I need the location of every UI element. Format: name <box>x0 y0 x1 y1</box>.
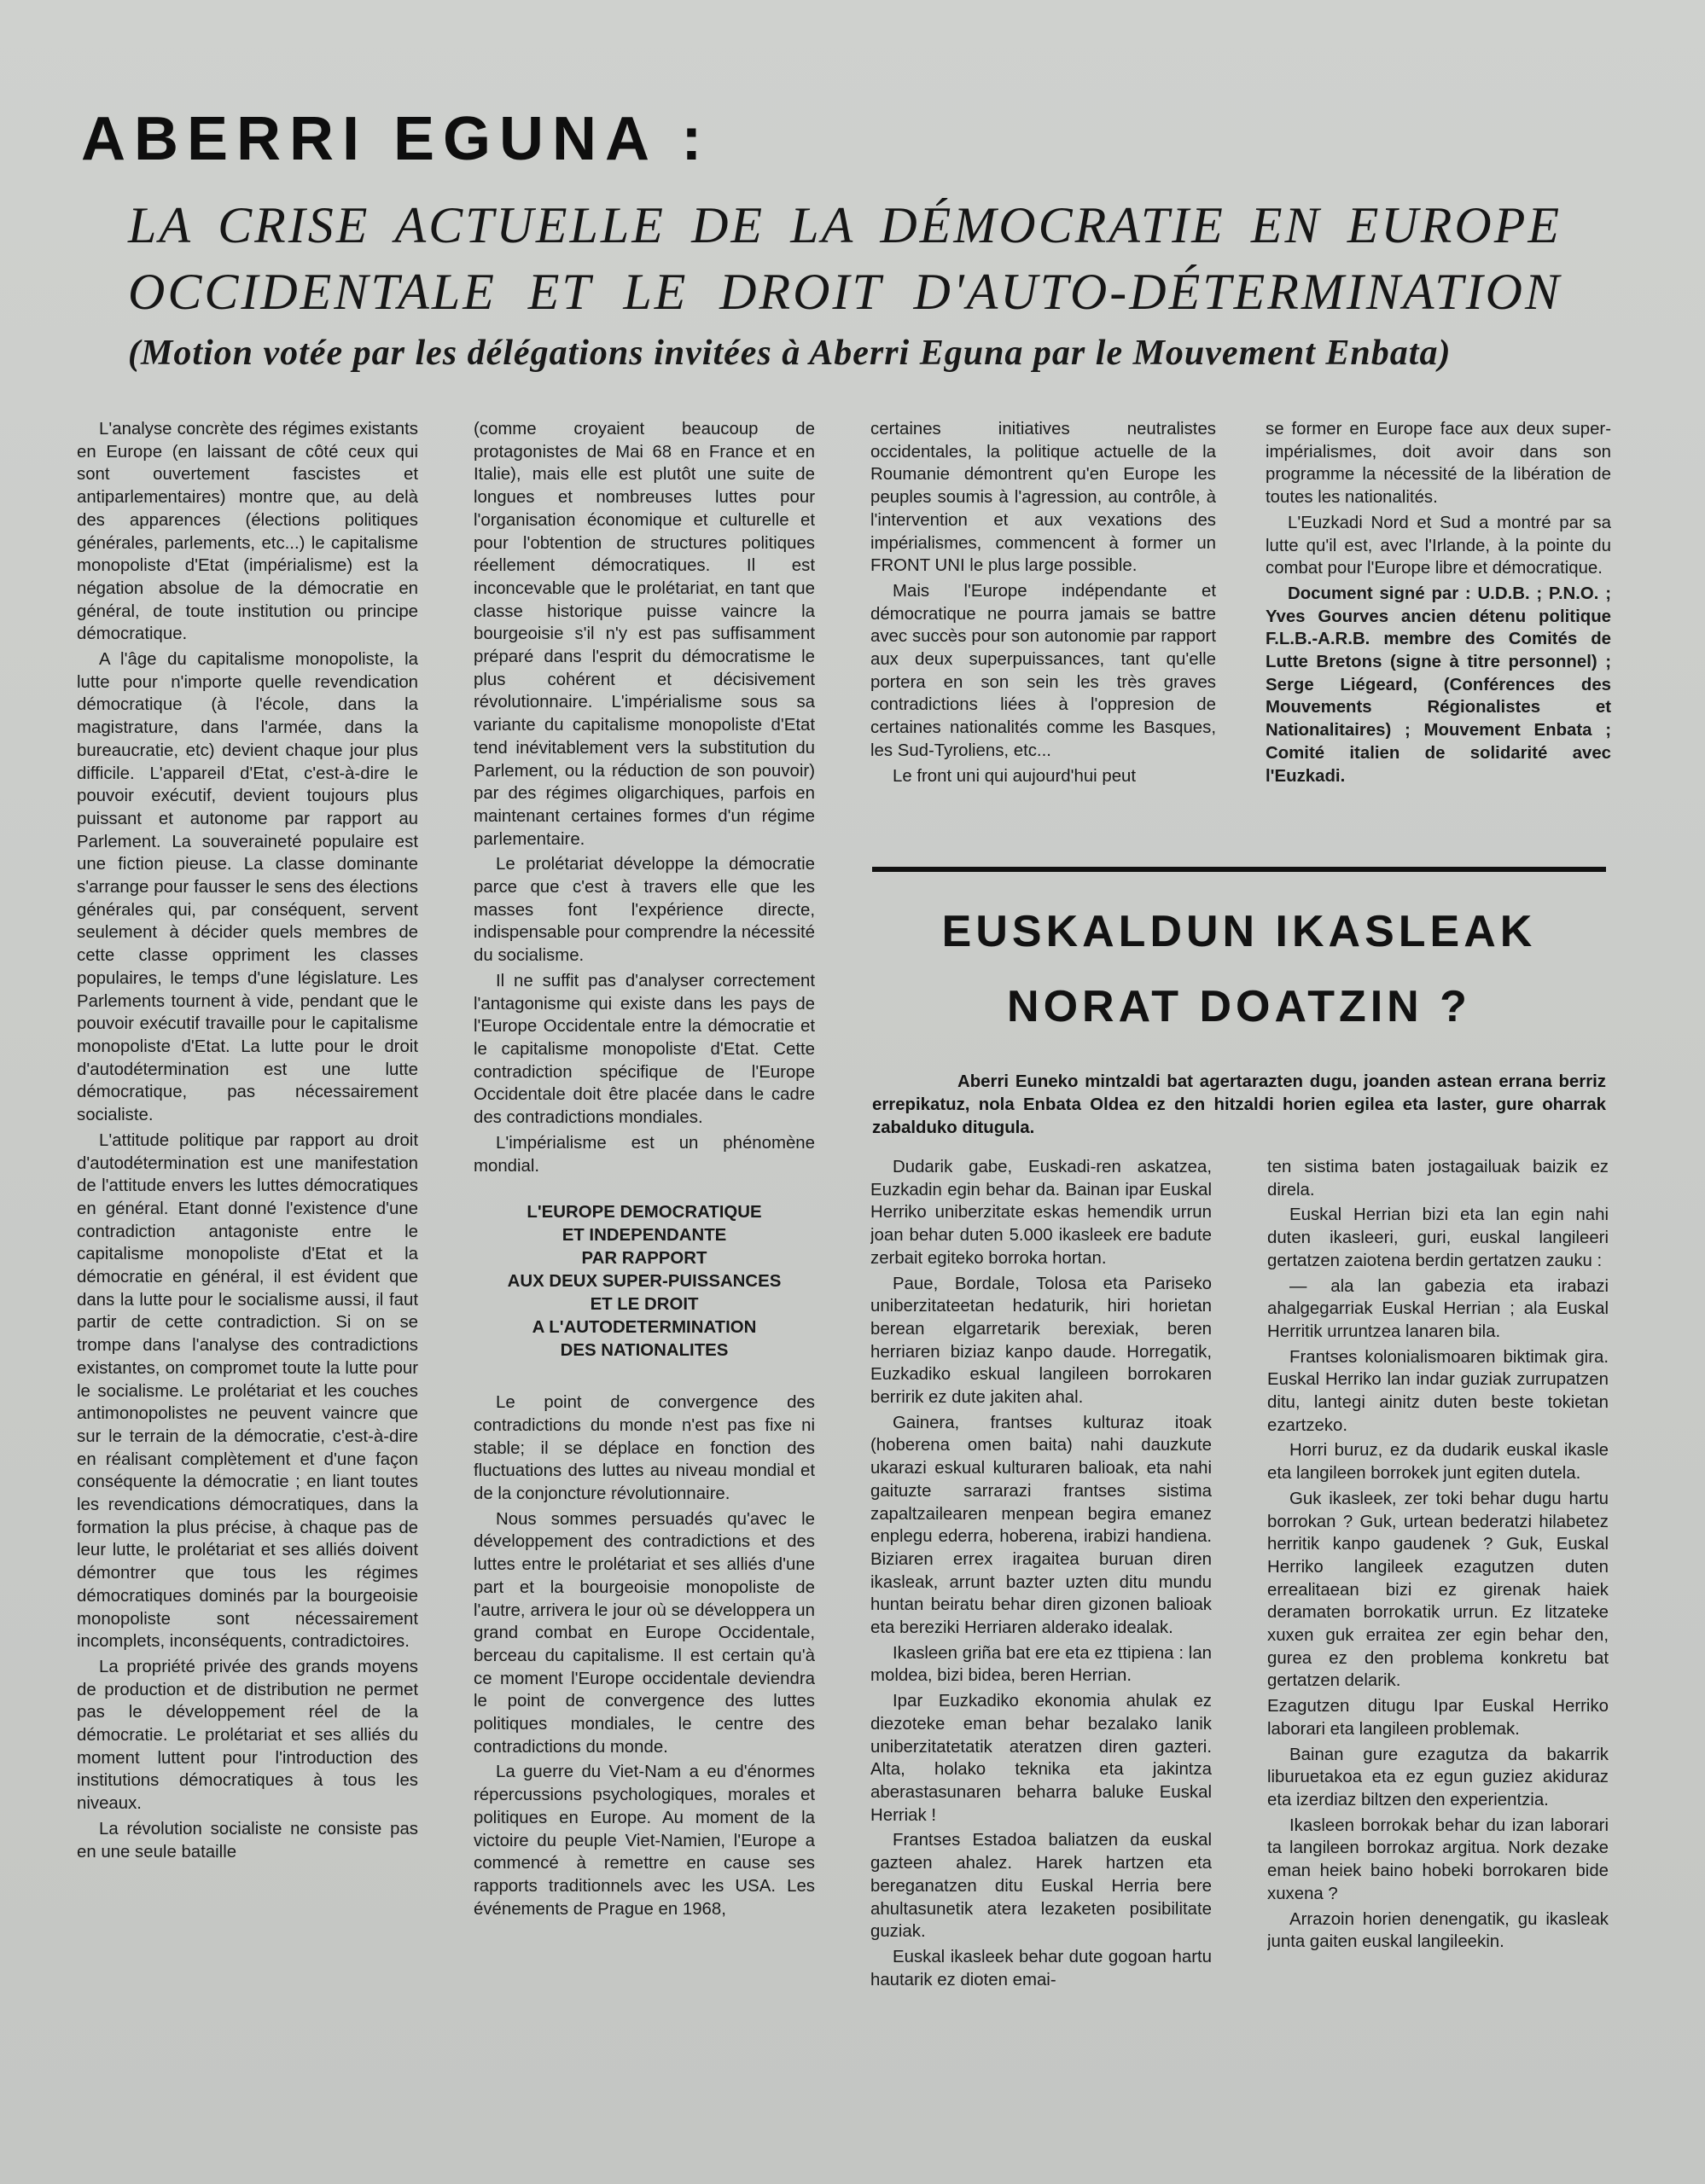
article1-column-4 <box>1266 418 1611 828</box>
paragraph: L'attitude politique par rapport au droit d'autodétermination est une manifestation de l'attitude envers les luttes démocratiques en général. Etant donné l'existence d'une contradiction antagoniste entre le capitalisme monopoliste d'Etat et la démocratie en général, il est évident que dans la lutte pour le socialisme aussi, il faut partir de cette contradiction. Si on se trompe dans l'analyse des contradictions existantes, on compromet toute la lutte pour le socialisme. Le prolétariat et les couches antimonopolistes ne peuvent vaincre que sur le terrain de la démocratie, c'est-à-dire en réalisant complètement et d'une façon conséquente la démocratie ; en liant toutes les revendications démocratiques, dans la formation la plus précise, à chaque pas de leur lutte, le prolétariat et ses alliés doivent démontrer que tous les régimes démocratiques dominés par la bourgeoisie monopoliste sont nécessairement incomplets, inconséquents, contradictoires. <box>77 1130 418 1652</box>
paragraph: Ikasleen borrokak behar du izan laborari ta langileen borrokaz argitua. Nork dezake eman heiek baino hobeki borrokaren bide xuxena ? <box>1267 1815 1609 1903</box>
paragraph: Arrazoin horien denengatik, gu ikasleak junta gaiten euskal langileekin. <box>1267 1909 1609 1952</box>
paragraph: L'impérialisme est un phénomène mondial. <box>474 1133 815 1176</box>
paragraph: se former en Europe face aux deux super-impérialismes, doit avoir dans son programme la nécessité de la libération de toutes les nationalités. <box>1266 420 1611 508</box>
paragraph: Ikasleen griña bat ere eta ez ttipiena : lan moldea, bizi bidea, beren Herrian. <box>870 1643 1212 1686</box>
article2-intro: Aberri Euneko mintzaldi bat agertarazten dugu, joanden astean errana berriz errepikatuz, nola Enbata Oldea ez den hitzaldi horien egilea eta laster, gure oharrak zabalduko ditugula. <box>872 1072 1606 1137</box>
paragraph: Mais l'Europe indépendante et démocratique ne pourra jamais se battre avec succès pour son autonomie par rapport aux deux superpuissances, tant qu'elle portera en son sein les très graves contradictions liées à l'oppresion de certaines nationalités comme les Basques, les Sud-Tyroliens, etc... <box>870 581 1216 760</box>
paragraph: Paue, Bordale, Tolosa eta Pariseko uniberzitateetan hedaturik, hiri horietan berean elgarretarik berexiak, beren herriaren biziaz kanpo daude. Horregatik, Euzkadiko eskual langileen borrokaren berririk ez dute jakiten ahal. <box>870 1274 1212 1408</box>
paragraph: certaines initiatives neutralistes occidentales, la politique actuelle de la Roumanie démontrent qu'en Europe les peuples soumis à l'agression, au contrôle, à l'intervention et aux vexations des impérialismes, commencent à former un FRONT UNI le plus large possible. <box>870 420 1216 576</box>
paragraph: — ala lan gabezia eta irabazi ahalgegarriak Euskal Herrian ; ala Euskal Herritik urruntzea lanaren bila. <box>1267 1276 1609 1341</box>
paragraph: Le point de convergence des contradictions du monde n'est pas fixe ni stable; il se déplace en fonction des fluctuations des luttes au niveau mondial et de la conjoncture révolutionnaire. <box>474 1393 815 1504</box>
subheading-line: PAR RAPPORT <box>581 1249 707 1269</box>
subheading-line: A L'AUTODETERMINATION <box>532 1318 757 1338</box>
subtitle-line-1: LA CRISE ACTUELLE DE LA DÉMOCRATIE EN EUROPE <box>128 197 1562 253</box>
paragraph: La propriété privée des grands moyens de production et de distribution ne permet pas le développement réel de la démocratie. Le prolétariat et ses alliés du moment luttent pour l'introduction des institutions démocratiques à tous les niveaux. <box>77 1657 418 1814</box>
paragraph: Le prolétariat développe la démocratie parce que c'est à travers elle que les masses font l'expérience directe, indispensable pour comprendre la nécessité du socialisme. <box>474 855 815 966</box>
subheading-line: ET INDEPENDANTE <box>562 1226 727 1246</box>
paragraph: Frantses Estadoa baliatzen da euskal gazteen ahalez. Harek hartzen eta bereganatzen ditu Euskal Herria bere ahultasunetik atera lezaketen posibilitate guziak. <box>870 1831 1212 1942</box>
article2-title-line-1: EUSKALDUN IKASLEAK <box>941 907 1537 956</box>
subheading-line: ET LE DROIT <box>590 1295 699 1315</box>
paragraph: L'analyse concrète des régimes existants en Europe (en laissant de côté ceux qui sont ouvertement fascistes et antiparlementaires) montre que, au delà des apparences (élections politiques générales, parlements, etc...) le capitalisme monopoliste d'Etat (impérialisme) est la négation absolue de la démocratie en général, de toute institution ou principe démocratique. <box>77 420 418 644</box>
article1-column-2 <box>474 418 815 2116</box>
paragraph: Ipar Euzkadiko ekonomia ahulak ez diezoteke eman behar bezalako lanik uniberzitatetatik ateratzen diren gazteri. Alta, holako teknika eta jakintza aberastasunaren beharra baluke Euskal Herriak ! <box>870 1692 1212 1825</box>
subheading-line: AUX DEUX SUPER-PUISSANCES <box>507 1272 782 1292</box>
motion-caption: (Motion votée par les délégations invitées à Aberri Eguna par le Mouvement Enbata) <box>128 334 1452 373</box>
article2-title-line-2: NORAT DOATZIN ? <box>1007 982 1471 1031</box>
headline: ABERRI EGUNA : <box>81 105 711 173</box>
article1-column-1 <box>77 418 418 2124</box>
paragraph: Il ne suffit pas d'analyser correctement l'antagonisme qui existe dans les pays de l'Europe Occidentale entre la démocratie et le capitalisme monopoliste d'Etat. Cette contradiction spécifique de l'Europe Occidentale doit être placée dans le cadre des contradictions mondiales. <box>474 971 815 1128</box>
section-divider <box>872 867 1606 872</box>
subheading-line: DES NATIONALITES <box>560 1341 729 1361</box>
paragraph: Ezagutzen ditugu Ipar Euskal Herriko laborari eta langileen problemak. <box>1267 1697 1609 1739</box>
paragraph: Le front uni qui aujourd'hui peut <box>893 766 1137 786</box>
paragraph: Bainan gure ezagutza da bakarrik liburuetakoa eta ez egun guziez akiduraz eta izerdiaz biltzen den experientzia. <box>1267 1745 1609 1809</box>
paragraph: Frantses kolonialismoaren biktimak gira. Euskal Herriko lan indar guziak zurrupatzen ditu, lantegi ainitz duten beste tokietan ezartzeko. <box>1267 1347 1609 1435</box>
signatures: Document signé par : U.D.B. ; P.N.O. ; Yves Gourves ancien détenu politique F.L.B.-A.R.B. membre des Comités de Lutte Bretons (signe à titre personnel) ; Serge Liégeard, (Conférences des Mouvements Régionalistes et Nationalitaires) ; Mouvement Enbata ; Comité italien de solidarité avec l'Euzkadi. <box>1266 584 1611 786</box>
paragraph: A l'âge du capitalisme monopoliste, la lutte pour n'importe quelle revendication démocratique (à l'école, dans la magistrature, dans l'armée, dans la bureaucratie, etc) devient chaque jour plus difficile. L'appareil d'Etat, c'est-à-dire le pouvoir exécutif, devient toujours plus puissant et autonome par rapport au Parlement. La souveraineté populaire est une fiction pieuse. La classe dominante s'arrange pour fausser le sens des élections générales qui, par conséquent, servent seulement à décider quels membres de cette classe oppriment les classes populaires, le temps d'une législature. Les Parlements tournent à vide, pendant que le pouvoir exécutif travaille pour le capitalisme monopoliste d'Etat. La lutte pour le droit d'autodétermination est une lutte démocratique, pas nécessairement socialiste. <box>77 650 418 1125</box>
paragraph: Euskal ikasleek behar dute gogoan hartu hautarik ez dioten emai- <box>870 1947 1212 1989</box>
paragraph: (comme croyaient beaucoup de protagonistes de Mai 68 en France et en Italie), mais elle est plutôt une suite de longues et nombreuses luttes pour l'organisation économique et culturelle et pour l'obtention de structures politiques réellement démocratiques. Il est inconcevable que le prolétariat, en tant que classe historique puisse vaincre la bourgeoisie s'il n'y est pas suffisamment préparé dans l'esprit du démocratisme le plus cohérent et décisivement révolutionnaire. L'impérialisme sous sa variante du capitalisme monopoliste d'Etat tend inévitablement vers la substitution du Parlement, ou la réduction de son pouvoir) par des régimes oligarchiques, parfois en maintenant certaines formes d'un régime parlementaire. <box>474 420 815 849</box>
paragraph: Gainera, frantses kulturaz itoak (hoberena omen baita) nahi dauzkute ukarazi eskual kulturaren balioak, eta nahi gaituzte sarrarazi frantses sistima zapaltzailearen menpean begira emanez enplegu ederra, hoberena, irabizi handiena. Biziaren errex iragaitea buruan diren ikasleak, arrunt bazter uzten ditu mundu huntan beiratu behar diren gizonen balioak eta bereziki Herriaren alderako idealak. <box>870 1413 1212 1638</box>
paragraph: Horri buruz, ez da dudarik euskal ikasle eta langileen borrokek junt egiten dutela. <box>1267 1441 1609 1484</box>
article2-column-2 <box>1267 1156 1609 2103</box>
paragraph: La guerre du Viet-Nam a eu d'énormes répercussions psychologiques, morales et politiques en Europe. Au moment de la victoire du peuple Viet-Namien, l'Europe a commencé à remettre en cause ses rapports traditionnels avec les USA. Les événements de Prague en 1968, <box>474 1763 815 1919</box>
article1-column-3 <box>870 418 1216 819</box>
article2-column-1 <box>870 1156 1212 2103</box>
subheading-line: L'EUROPE DEMOCRATIQUE <box>527 1203 762 1223</box>
paragraph: La révolution socialiste ne consiste pas en une seule bataille <box>77 1819 418 1862</box>
paragraph: Nous sommes persuadés qu'avec le développement des contradictions et des luttes entre le prolétariat et ses alliés d'une part et la bourgeoisie monopoliste de l'autre, arrivera le jour où se développera un grand combat en Europe Occidentale, berceau du capitalisme. Il est certain qu'à ce moment l'Europe occidentale deviendra le point de convergence des luttes politiques mondiales, le centre des contradictions du monde. <box>474 1509 815 1757</box>
section-subheading <box>474 1201 815 1362</box>
paragraph: Euskal Herrian bizi eta lan egin nahi duten ikasleeri, guri, euskal langileeri gertatzen zaiotena berdin gertatzen zauku : <box>1267 1205 1609 1270</box>
paragraph: Guk ikasleek, zer toki behar dugu hartu borrokan ? Guk, urtean bederatzi hilabetez herritik kanpo gaudenek ? Guk, Euskal Herriko langileek ezagutzen duten errealitaean bizi ez girenak haiek deramaten borrokatik urrun. Ez litzateke xuxen guk erraitea zer egin behar den, gurea ez den problema konkretu bat gertatzen delarik. <box>1267 1489 1609 1691</box>
paragraph: Dudarik gabe, Euskadi-ren askatzea, Euzkadin egin behar da. Bainan ipar Euskal Herriko uniberzitate eskas hemendik urrun joan behar duten 5.000 ikasleek ere badute zerbait egiteko borroka hortan. <box>870 1158 1212 1268</box>
paragraph: L'Euzkadi Nord et Sud a montré par sa lutte qu'il est, avec l'Irlande, à la pointe du combat pour l'Europe libre et démocratique. <box>1266 513 1611 578</box>
paragraph: ten sistima baten jostagailuak baizik ez direla. <box>1267 1158 1609 1199</box>
subtitle-line-2: OCCIDENTALE ET LE DROIT D'AUTO-DÉTERMINATION <box>128 264 1562 320</box>
